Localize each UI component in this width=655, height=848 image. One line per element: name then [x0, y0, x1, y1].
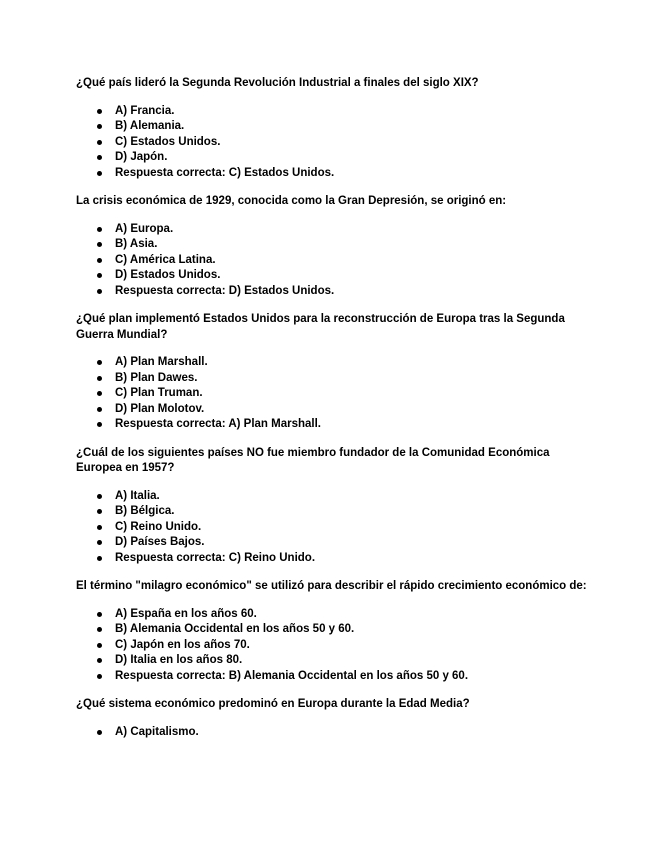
list-item	[76, 504, 596, 520]
option-text: A) Europa.	[115, 222, 174, 235]
bullet-icon	[97, 124, 102, 129]
list-item	[76, 551, 596, 567]
option-text: C) Reino Unido.	[115, 520, 202, 533]
options-list-6	[76, 725, 596, 741]
answer-text: Respuesta correcta: C) Estados Unidos.	[115, 166, 335, 179]
list-item	[76, 104, 596, 120]
question-6: ¿Qué sistema económico predominó en Europa durante la Edad Media?	[76, 698, 470, 710]
list-item	[76, 638, 596, 654]
option-text: B) Alemania Occidental en los años 50 y 60.	[115, 623, 355, 635]
list-item	[76, 253, 596, 269]
list-item	[76, 535, 596, 551]
bullet-icon	[97, 155, 102, 160]
bullet-icon	[97, 540, 102, 545]
question-3: ¿Qué plan implementó Estados Unidos para la reconstrucción de Europa tras la Segunda Guerra Mundial?	[76, 313, 565, 341]
option-text: A) Plan Marshall.	[115, 356, 208, 368]
bullet-icon	[97, 658, 102, 663]
option-text: B) Bélgica.	[115, 505, 175, 517]
list-item	[76, 669, 596, 685]
bullet-icon	[97, 360, 102, 365]
bullet-icon	[97, 627, 102, 632]
answer-text: Respuesta correcta: C) Reino Unido.	[115, 551, 316, 564]
list-item	[76, 371, 596, 387]
option-text: D) Plan Molotov.	[115, 402, 205, 415]
option-text: C) Plan Truman.	[115, 387, 203, 399]
list-item	[76, 417, 596, 433]
list-item	[76, 150, 596, 166]
option-text: A) Capitalismo.	[115, 725, 199, 738]
bullet-icon	[97, 612, 102, 617]
list-item	[76, 135, 596, 151]
option-text: A) Italia.	[115, 489, 160, 502]
bullet-icon	[97, 556, 102, 561]
list-item	[76, 653, 596, 669]
option-text: B) Asia.	[115, 238, 158, 250]
bullet-icon	[97, 391, 102, 396]
list-item	[76, 268, 596, 284]
list-item	[76, 520, 596, 536]
bullet-icon	[97, 273, 102, 278]
question-2: La crisis económica de 1929, conocida como la Gran Depresión, se originó en:	[76, 195, 507, 207]
list-item	[76, 166, 596, 182]
bullet-icon	[97, 258, 102, 263]
option-text: D) Italia en los años 80.	[115, 654, 243, 666]
bullet-icon	[97, 422, 102, 427]
list-item	[76, 237, 596, 253]
bullet-icon	[97, 407, 102, 412]
option-text: D) Estados Unidos.	[115, 269, 221, 281]
option-text: D) Países Bajos.	[115, 536, 205, 548]
list-item	[76, 725, 596, 741]
document-page	[76, 76, 596, 753]
list-item	[76, 402, 596, 418]
question-5: El término "milagro económico" se utilizó para describir el rápido crecimiento económico de:	[76, 580, 587, 592]
list-item	[76, 222, 596, 238]
bullet-icon	[97, 376, 102, 381]
option-text: C) Estados Unidos.	[115, 135, 221, 148]
bullet-icon	[97, 494, 102, 499]
list-item	[76, 607, 596, 623]
list-item	[76, 386, 596, 402]
bullet-icon	[97, 227, 102, 232]
options-list-2	[76, 222, 596, 300]
bullet-icon	[97, 730, 102, 735]
list-item	[76, 489, 596, 505]
bullet-icon	[97, 140, 102, 145]
bullet-icon	[97, 289, 102, 294]
list-item	[76, 355, 596, 371]
answer-text: Respuesta correcta: A) Plan Marshall.	[115, 418, 322, 430]
bullet-icon	[97, 242, 102, 247]
options-list-5	[76, 607, 596, 685]
bullet-icon	[97, 171, 102, 176]
question-1: ¿Qué país lideró la Segunda Revolución Industrial a finales del siglo XIX?	[76, 77, 479, 89]
option-text: B) Alemania.	[115, 120, 185, 132]
answer-text: Respuesta correcta: B) Alemania Occidental en los años 50 y 60.	[115, 669, 469, 682]
bullet-icon	[97, 643, 102, 648]
bullet-icon	[97, 509, 102, 514]
option-text: C) Japón en los años 70.	[115, 638, 250, 651]
bullet-icon	[97, 109, 102, 114]
option-text: D) Japón.	[115, 151, 168, 163]
option-text: A) Francia.	[115, 104, 175, 117]
list-item	[76, 622, 596, 638]
option-text: A) España en los años 60.	[115, 607, 257, 620]
option-text: C) América Latina.	[115, 253, 216, 266]
list-item	[76, 119, 596, 135]
options-list-1	[76, 104, 596, 182]
answer-text: Respuesta correcta: D) Estados Unidos.	[115, 284, 335, 297]
bullet-icon	[97, 674, 102, 679]
question-4: ¿Cuál de los siguientes países NO fue miembro fundador de la Comunidad Económica Europea en 1957?	[76, 446, 550, 474]
options-list-4	[76, 489, 596, 567]
options-list-3	[76, 355, 596, 433]
list-item	[76, 284, 596, 300]
bullet-icon	[97, 525, 102, 530]
option-text: B) Plan Dawes.	[115, 371, 198, 384]
